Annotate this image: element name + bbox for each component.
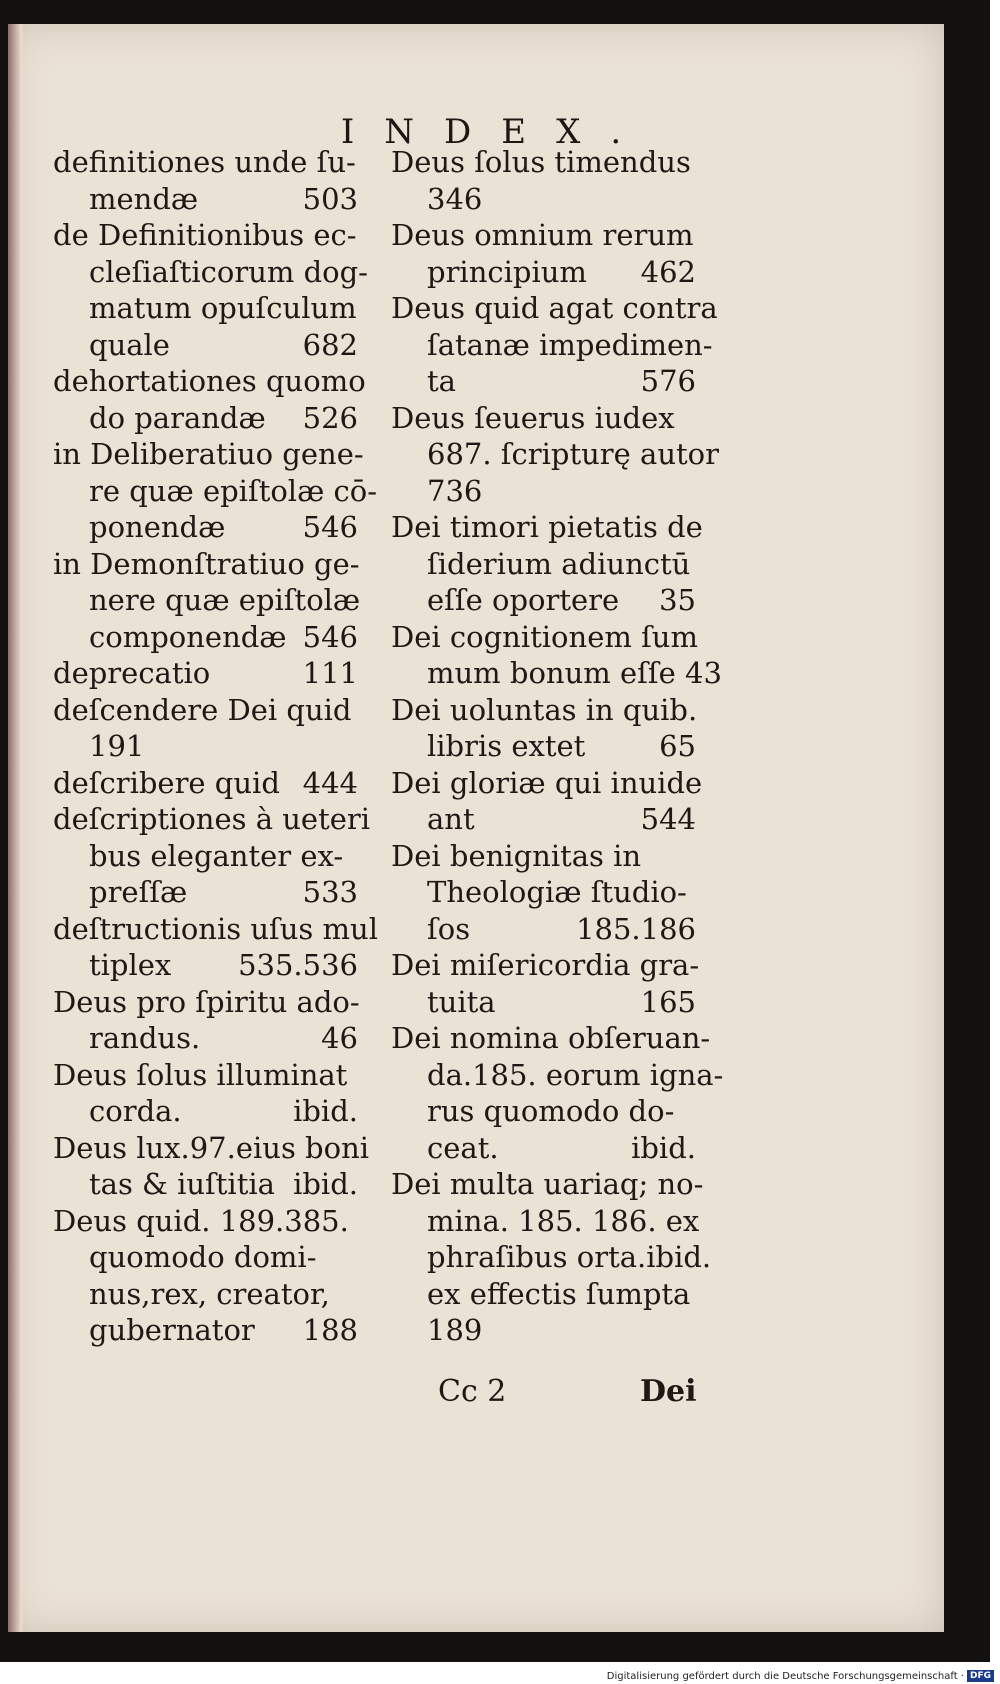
index-entry	[53, 217, 368, 363]
entry-line	[391, 436, 719, 473]
entry-text: Deus lux.97.eius boni	[53, 1130, 370, 1165]
entry-text: componendæ	[89, 619, 287, 654]
index-entry	[391, 144, 696, 217]
page-reference: 111	[302, 656, 358, 690]
page-reference: 462	[640, 254, 696, 289]
entry-line	[53, 801, 371, 838]
entry-text: deſtructionis uſus mul	[53, 911, 378, 946]
entry-line	[53, 728, 358, 765]
entry-line	[53, 290, 358, 327]
entry-line	[53, 911, 378, 948]
digitization-credit	[607, 1670, 994, 1682]
entry-text: Dei benignitas in	[391, 838, 642, 873]
entry-text: ex effectis ſumpta	[427, 1276, 691, 1311]
entry-text: tas & iuſtitia	[89, 1167, 275, 1201]
entry-text: Dei timori pietatis de	[391, 510, 703, 544]
entry-text: ta	[427, 364, 456, 398]
dfg-logo: DFG	[967, 1670, 994, 1682]
entry-text: matum opuſculum	[89, 291, 357, 325]
entry-line	[53, 1057, 358, 1094]
entry-line	[53, 144, 358, 181]
entry-line	[391, 838, 696, 875]
entry-line	[391, 692, 696, 729]
entry-line	[53, 874, 358, 911]
page-reference: 503	[302, 181, 358, 216]
entry-line	[391, 546, 696, 583]
entry-text: Deus quid. 189.385.	[53, 1203, 349, 1238]
index-entry	[53, 436, 378, 546]
book-page	[8, 24, 944, 1632]
entry-text: Dei nomina obſeruan-	[391, 1021, 711, 1055]
index-entry	[53, 911, 378, 984]
catchword: Dei	[640, 1374, 697, 1409]
index-entry	[391, 290, 718, 400]
entry-line	[391, 984, 696, 1021]
credit-text: Digitalisierung gefördert durch die Deutsche Forschungsgemeinschaft ·	[606, 1670, 964, 1682]
entry-line	[53, 838, 358, 875]
entry-text: 191	[89, 729, 145, 763]
index-entry	[53, 363, 366, 436]
entry-line	[391, 473, 696, 510]
index-entry	[391, 400, 719, 510]
page-reference: ibid.	[293, 1167, 358, 1201]
entry-text: deſcribere quid	[53, 765, 280, 800]
entry-line	[53, 1093, 358, 1130]
entry-line	[53, 1130, 370, 1167]
entry-text: deſcendere Dei quid	[53, 692, 352, 727]
page-footer	[8, 1374, 944, 1414]
entry-text: corda.	[89, 1094, 182, 1128]
page-reference: 35	[659, 583, 696, 617]
entry-line	[391, 181, 696, 218]
entry-text: definitiones unde ſu-	[53, 145, 356, 179]
entry-text: ſiderium adiunctū	[427, 546, 691, 581]
entry-text: randus.	[89, 1021, 201, 1055]
entry-text: tuita	[427, 984, 496, 1019]
entry-text: ant	[427, 802, 475, 836]
entry-text: Dei uoluntas in quib.	[391, 692, 698, 727]
entry-line	[53, 217, 358, 254]
page-reference: 546	[302, 510, 358, 544]
entry-line	[53, 619, 358, 656]
entry-line	[53, 509, 358, 546]
entry-line	[53, 181, 358, 218]
entry-text: gubernator	[89, 1313, 255, 1347]
entry-line	[391, 1166, 704, 1203]
entry-text: 687. ſcripturę autor	[427, 437, 719, 471]
entry-line	[391, 1020, 711, 1057]
entry-line	[391, 801, 696, 838]
page-header: INDEX.	[340, 112, 652, 152]
entry-text: re quæ epiſtolæ cō-	[89, 473, 378, 508]
entry-text: phraſibus orta.ibid.	[427, 1240, 712, 1274]
page-reference: 165	[640, 984, 696, 1019]
index-column-right	[391, 144, 724, 1349]
entry-line	[53, 692, 358, 729]
entry-text: Deus ſeuerus iudex	[391, 400, 675, 435]
entry-line	[53, 546, 358, 583]
entry-line	[391, 874, 696, 911]
index-entry	[53, 765, 358, 802]
entry-line	[391, 1276, 696, 1313]
index-entry	[391, 947, 700, 1020]
entry-text: 189	[427, 1313, 483, 1347]
entry-line	[53, 1312, 358, 1349]
entry-text: ponendæ	[89, 510, 226, 544]
entry-line	[53, 327, 358, 364]
entry-text: quomodo domi-	[89, 1240, 317, 1274]
entry-text: in Demonſtratiuo ge-	[53, 546, 360, 581]
entry-text: dehortationes quomo	[53, 364, 366, 398]
entry-line	[53, 400, 358, 437]
signature-mark: Cc 2	[438, 1374, 507, 1409]
page-reference: 546	[302, 619, 358, 654]
index-entry	[391, 692, 696, 765]
entry-line	[391, 1057, 724, 1094]
page-reference: ibid.	[631, 1130, 696, 1165]
page-reference: ibid.	[293, 1094, 358, 1128]
entry-text: bus eleganter ex-	[89, 838, 344, 873]
entry-text: deſcriptiones à ueteri	[53, 802, 371, 836]
entry-line	[53, 1203, 358, 1240]
index-entry	[391, 1020, 724, 1166]
entry-line	[53, 436, 364, 473]
entry-text: Dei cognitionem ſum	[391, 619, 698, 654]
entry-text: da.185. eorum igna-	[427, 1057, 724, 1092]
index-entry	[391, 838, 696, 948]
entry-text: Deus omnium rerum	[391, 218, 694, 252]
index-column-left	[53, 144, 378, 1349]
index-entry	[53, 692, 358, 765]
entry-line	[391, 1130, 696, 1167]
entry-line	[391, 765, 703, 802]
entry-line	[53, 254, 368, 291]
entry-line	[391, 217, 696, 254]
entry-line	[391, 619, 696, 656]
entry-text: mendæ	[89, 181, 199, 216]
entry-text: Theologiæ ſtudio-	[427, 875, 687, 909]
entry-line	[53, 582, 361, 619]
index-entry	[391, 619, 722, 692]
entry-line	[391, 363, 696, 400]
page-reference: 188	[302, 1313, 358, 1347]
page-reference: 444	[302, 765, 358, 800]
entry-line	[391, 582, 696, 619]
index-entry	[391, 765, 703, 838]
page-reference: 535.536	[238, 948, 358, 982]
entry-line	[391, 254, 696, 291]
index-entry	[53, 144, 358, 217]
page-reference: 576	[640, 364, 696, 398]
entry-text: cleſiaſticorum dog-	[89, 254, 368, 289]
entry-text: deprecatio	[53, 656, 211, 690]
page-reference: 185.186	[576, 911, 696, 946]
entry-line	[53, 984, 358, 1021]
entry-text: eſſe oportere	[427, 583, 620, 617]
entry-text: rus quomodo do-	[427, 1094, 675, 1128]
entry-line	[391, 947, 700, 984]
entry-text: Dei miſericordia gra-	[391, 948, 700, 982]
entry-line	[391, 1312, 696, 1349]
page-reference: 533	[302, 875, 358, 909]
index-entry	[53, 1130, 370, 1203]
entry-line	[53, 1276, 358, 1313]
index-entry	[53, 1057, 358, 1130]
entry-text: ceat.	[427, 1130, 499, 1165]
entry-line	[391, 400, 696, 437]
entry-text: do parandæ	[89, 400, 266, 435]
page-reference: 682	[302, 327, 358, 362]
entry-text: libris extet	[427, 729, 586, 763]
entry-text: Deus ſolus illuminat	[53, 1057, 348, 1092]
index-entry	[391, 1166, 712, 1349]
entry-text: 346	[427, 181, 483, 216]
entry-text: mum bonum eſſe 43	[427, 656, 722, 690]
entry-text: nere quæ epiſtolæ	[89, 583, 361, 617]
index-entry	[391, 217, 696, 290]
page-reference: 65	[659, 729, 696, 763]
entry-line	[391, 911, 696, 948]
index-entry	[53, 801, 371, 911]
entry-text: Deus pro ſpiritu ado-	[53, 984, 360, 1019]
entry-line	[53, 1020, 358, 1057]
entry-text: mina. 185. 186. ex	[427, 1203, 700, 1238]
entry-text: principium	[427, 254, 587, 289]
index-entry	[53, 1203, 358, 1349]
entry-text: Deus quid agat contra	[391, 291, 718, 325]
index-entry	[53, 546, 361, 656]
entry-line	[391, 1093, 696, 1130]
entry-text: quale	[89, 327, 170, 362]
index-entry	[53, 984, 358, 1057]
entry-text: de Definitionibus ec-	[53, 218, 357, 252]
entry-line	[53, 363, 366, 400]
entry-line	[53, 1239, 358, 1276]
entry-line	[391, 144, 696, 181]
page-reference: 544	[640, 802, 696, 836]
page-reference: 526	[302, 400, 358, 435]
index-entry	[53, 655, 358, 692]
entry-text: tiplex	[89, 948, 172, 982]
index-entry	[391, 509, 703, 619]
entry-text: nus,rex, creator,	[89, 1276, 330, 1311]
entry-text: Deus ſolus timendus	[391, 145, 691, 179]
entry-line	[53, 765, 358, 802]
entry-text: ſatanæ impedimen-	[427, 327, 713, 362]
entry-line	[391, 655, 722, 692]
entry-line	[391, 1239, 712, 1276]
entry-text: in Deliberatiuo gene-	[53, 437, 364, 471]
entry-line	[53, 655, 358, 692]
entry-line	[53, 473, 378, 510]
entry-line	[53, 1166, 358, 1203]
entry-text: 736	[427, 473, 483, 508]
entry-text: Dei multa uariaq; no-	[391, 1167, 704, 1201]
entry-text: ſos	[427, 911, 471, 946]
page-reference: 46	[321, 1021, 358, 1055]
entry-text: Dei gloriæ qui inuide	[391, 765, 703, 800]
entry-text: preſſæ	[89, 875, 188, 909]
entry-line	[53, 947, 358, 984]
entry-line	[391, 509, 703, 546]
entry-line	[391, 327, 713, 364]
entry-line	[391, 290, 718, 327]
entry-line	[391, 1203, 700, 1240]
entry-line	[391, 728, 696, 765]
